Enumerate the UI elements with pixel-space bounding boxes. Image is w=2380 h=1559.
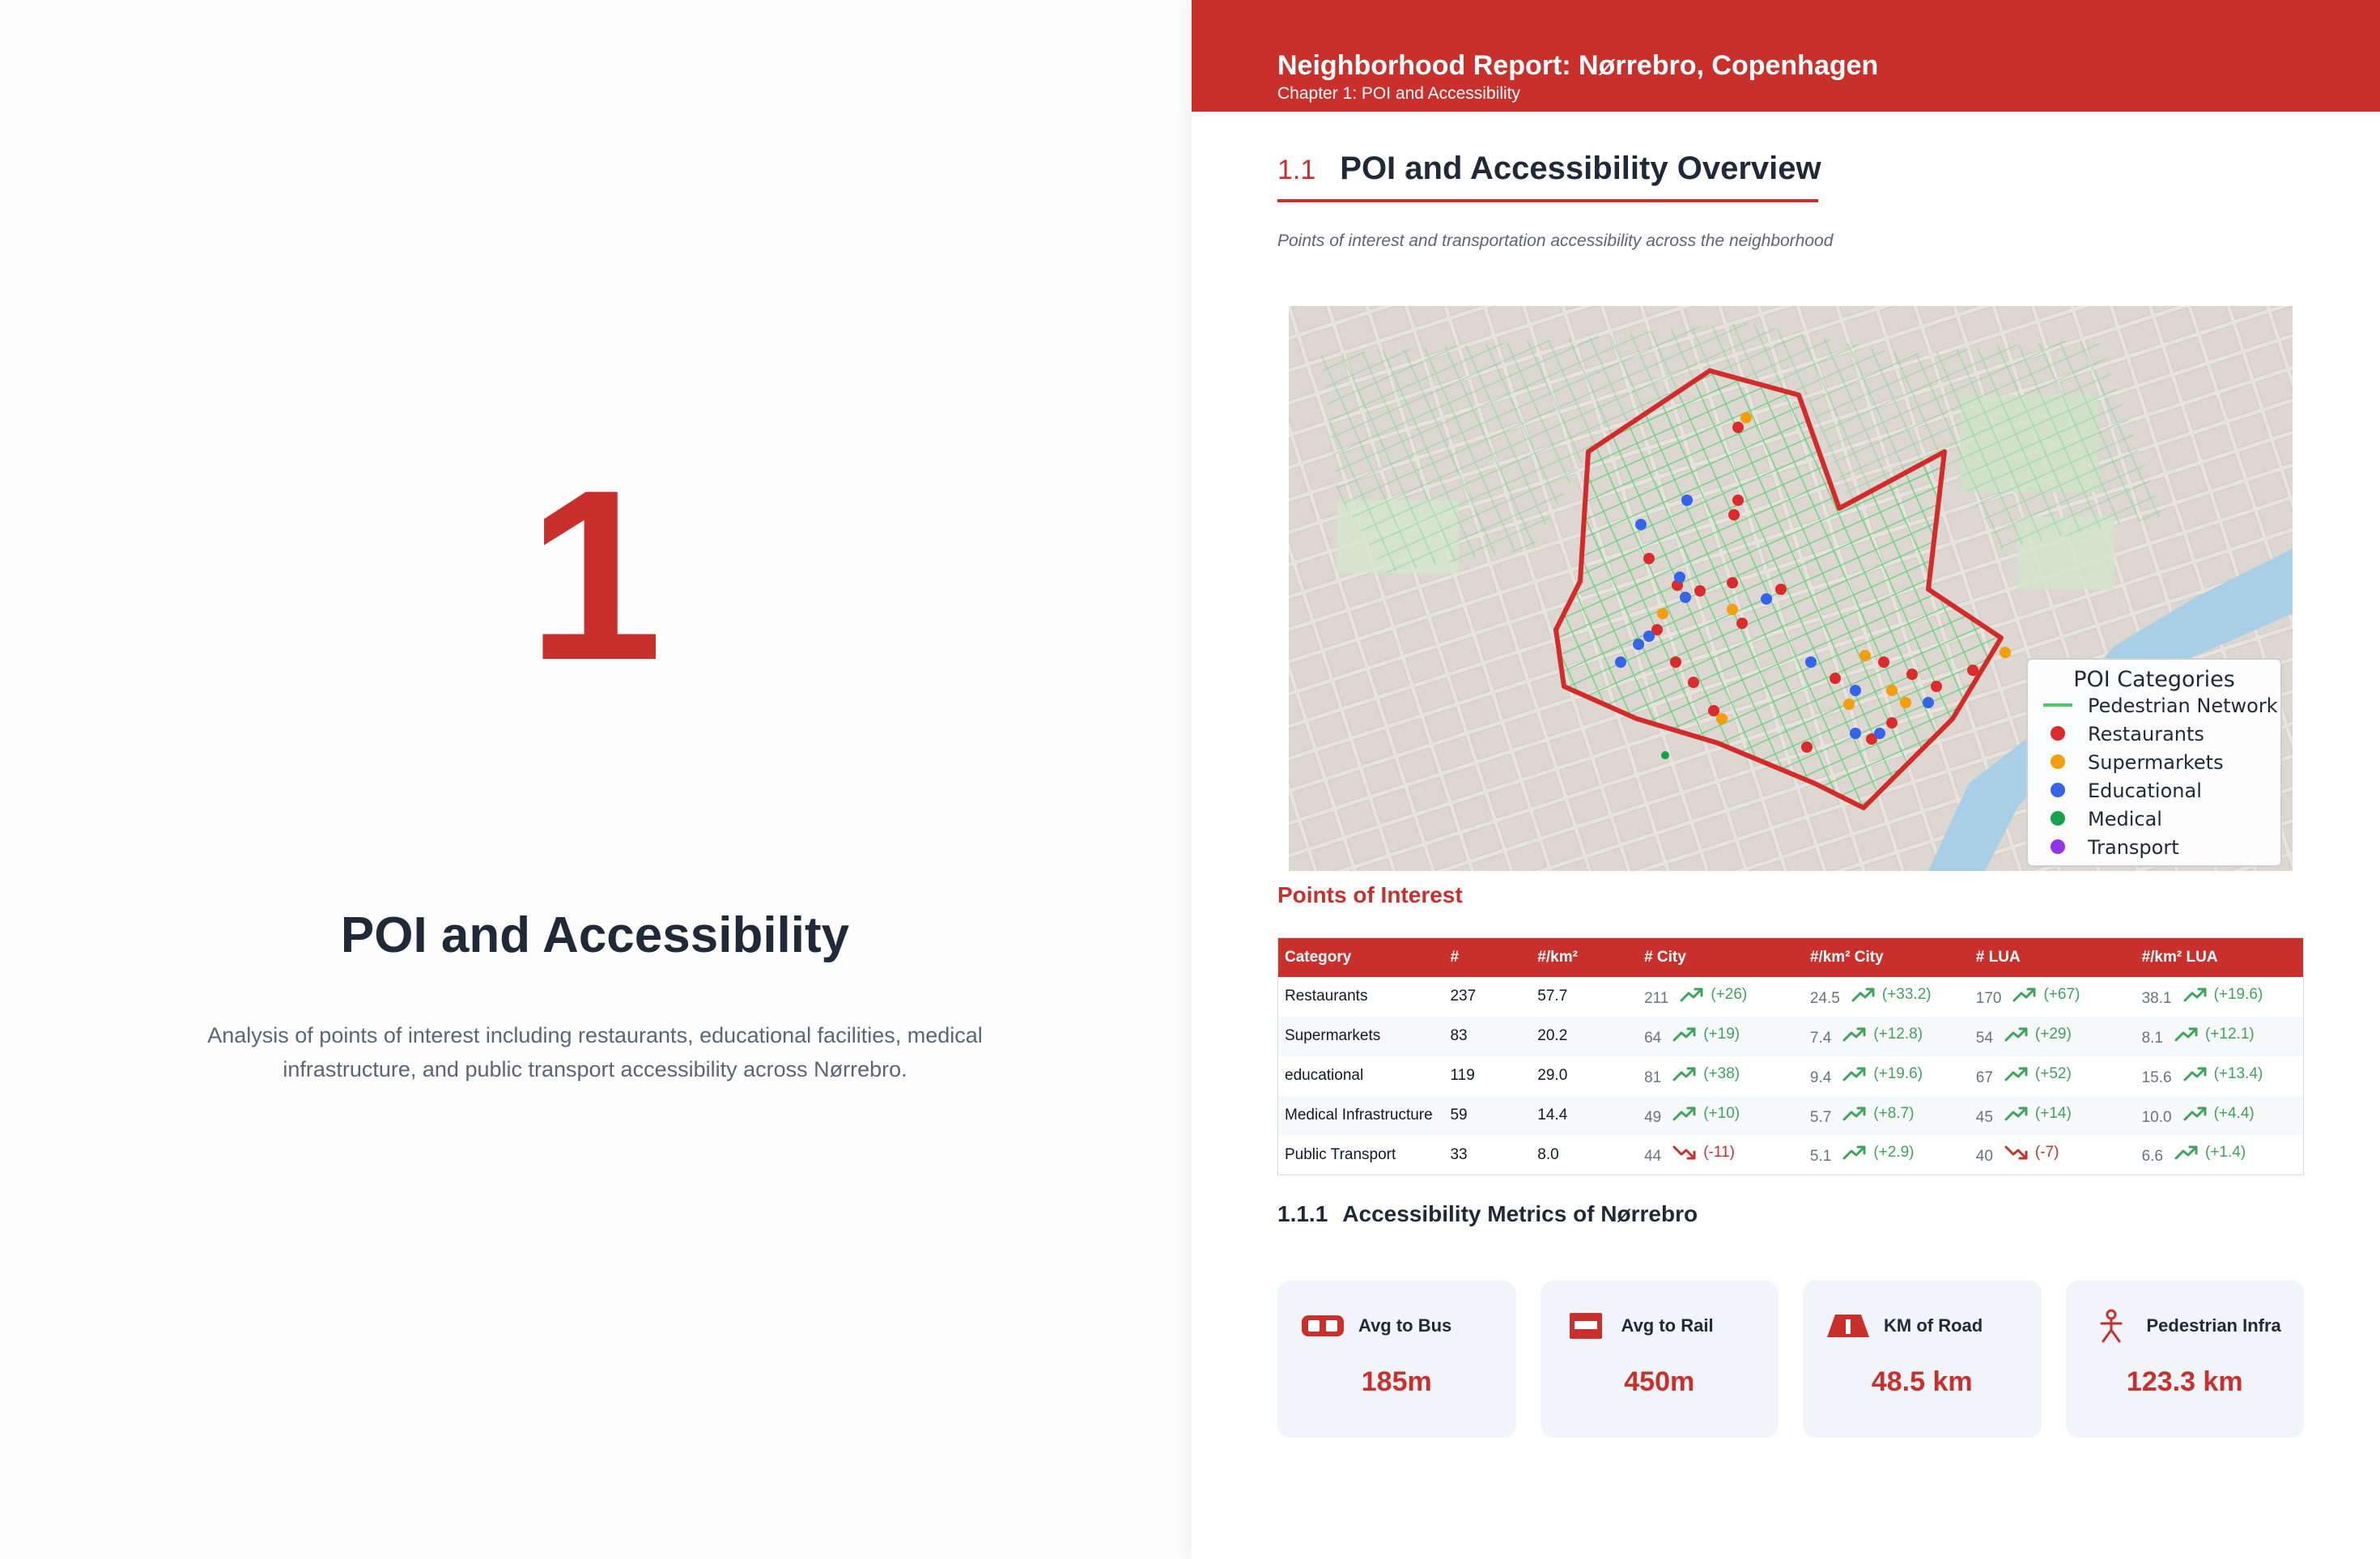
- delta-indicator: [1661, 1144, 1735, 1162]
- cell-value: 45: [1975, 1108, 1993, 1126]
- cell-value: 170: [1975, 989, 2002, 1007]
- column-header: # LUA: [1970, 938, 2136, 977]
- delta-indicator: [2172, 986, 2263, 1004]
- poi-supermarket: [1859, 650, 1871, 661]
- table-row: [1278, 1096, 2304, 1136]
- trend-up-icon: [1831, 1106, 1873, 1122]
- table-row: [1278, 1136, 2304, 1175]
- delta-text: (+12.1): [2205, 1025, 2255, 1043]
- delta-indicator: [1831, 1026, 1923, 1043]
- cell-density: 57.7: [1537, 988, 1568, 1005]
- poi-educational: [1633, 639, 1644, 650]
- cell-category: Supermarkets: [1278, 1017, 1444, 1056]
- metric-label: Avg to Bus: [1358, 1315, 1452, 1336]
- delta-text: (+19.6): [2213, 985, 2263, 1003]
- trend-up-icon: [1661, 1106, 1703, 1122]
- trend-up-icon: [2172, 987, 2214, 1003]
- road-icon: [1825, 1311, 1871, 1340]
- poi-restaurant: [1967, 665, 1978, 676]
- poi-educational: [1805, 656, 1817, 668]
- poi-educational: [1761, 593, 1772, 605]
- trend-up-icon: [1661, 1026, 1703, 1043]
- delta-text: (+52): [2034, 1064, 2072, 1082]
- delta-text: (+8.7): [1873, 1104, 1915, 1122]
- legend-label: Transport: [2088, 836, 2179, 859]
- cell-count: 59: [1443, 1096, 1531, 1136]
- metric-card-pedestrian: [2066, 1281, 2305, 1438]
- cell-value: 5.1: [1809, 1148, 1832, 1166]
- poi-supermarket: [1886, 685, 1898, 696]
- delta-indicator: [1661, 1105, 1740, 1123]
- cell-city: [1638, 977, 1804, 1017]
- metric-value: 450m: [1624, 1366, 1695, 1397]
- poi-supermarket: [1740, 412, 1752, 423]
- column-header: #: [1443, 938, 1531, 977]
- delta-text: (+2.9): [1873, 1144, 1915, 1162]
- cell-value: 54: [1975, 1029, 1993, 1047]
- cell-city-density: [1804, 1017, 1970, 1056]
- trend-down-icon: [1993, 1145, 2035, 1161]
- poi-educational: [1681, 495, 1693, 506]
- column-header: Category: [1278, 938, 1444, 977]
- delta-indicator: [1831, 1105, 1914, 1123]
- cell-density: 14.4: [1531, 1096, 1638, 1136]
- delta-text: (-7): [2034, 1144, 2059, 1162]
- cell-city: [1638, 1136, 1804, 1175]
- trend-up-icon: [2163, 1145, 2205, 1161]
- delta-text: (+33.2): [1881, 985, 1932, 1003]
- metric-label: KM of Road: [1884, 1315, 1983, 1336]
- poi-restaurant: [1732, 422, 1744, 433]
- metric-value: 185m: [1361, 1366, 1432, 1397]
- cell-value: 10.0: [2141, 1108, 2172, 1126]
- cell-value: 49: [1644, 1108, 1662, 1126]
- cell-city: [1638, 1056, 1804, 1096]
- cell-density: 20.2: [1531, 1017, 1638, 1056]
- trend-up-icon: [1993, 1066, 2035, 1082]
- legend-dot-transport: [2051, 839, 2065, 854]
- delta-indicator: [1661, 1026, 1740, 1043]
- delta-indicator: [2163, 1026, 2255, 1043]
- poi-educational: [1635, 519, 1647, 530]
- section-title: POI and Accessibility Overview: [1340, 151, 1821, 186]
- pedestrian-icon: [2089, 1311, 2134, 1340]
- legend-dot-medical: [2051, 811, 2065, 826]
- map-canvas: [1289, 306, 2293, 871]
- delta-indicator: [1840, 986, 1932, 1004]
- trend-up-icon: [1661, 1066, 1703, 1082]
- poi-supermarket: [1900, 697, 1911, 708]
- delta-text: (+19.6): [1873, 1064, 1923, 1082]
- delta-text: (+13.4): [2213, 1064, 2263, 1082]
- delta-text: (+14): [2034, 1104, 2072, 1122]
- trend-up-icon: [1993, 1106, 2035, 1122]
- section-underline: [1277, 199, 1818, 202]
- poi-educational: [1674, 571, 1685, 583]
- delta-indicator: [1661, 1065, 1740, 1083]
- cell-city: [1638, 1017, 1804, 1056]
- column-header: #/km² LUA: [2136, 938, 2304, 977]
- cell-value: 15.6: [2141, 1068, 2172, 1086]
- cell-lua-density: [2136, 977, 2304, 1017]
- delta-text: (+12.8): [1873, 1025, 1923, 1043]
- trend-up-icon: [2172, 1106, 2214, 1122]
- trend-up-icon: [1831, 1066, 1873, 1082]
- cell-lua: [1970, 1056, 2136, 1096]
- poi-restaurant: [1688, 677, 1699, 688]
- table-heading: Points of Interest: [1277, 882, 1463, 907]
- poi-restaurant: [1906, 669, 1918, 680]
- poi-restaurant: [1732, 495, 1744, 506]
- column-header: # City: [1638, 938, 1804, 977]
- report-title: Neighborhood Report: Nørrebro, Copenhagen: [1277, 50, 1879, 81]
- cell-value: 7.4: [1809, 1029, 1832, 1047]
- cell-city: [1638, 1096, 1804, 1136]
- cell-value: 81: [1644, 1068, 1662, 1086]
- metric-label: Pedestrian Infra: [2146, 1315, 2281, 1336]
- cell-value: 8.1: [2141, 1029, 2163, 1047]
- delta-indicator: [1668, 986, 1747, 1004]
- legend-label: Pedestrian Network: [2088, 695, 2278, 717]
- train-icon: [1563, 1311, 1609, 1340]
- poi-restaurant: [1708, 705, 1719, 716]
- cell-lua: [1970, 1096, 2136, 1136]
- chapter-title: POI and Accessibility: [340, 907, 850, 963]
- trend-up-icon: [2163, 1026, 2205, 1043]
- legend-label: Supermarkets: [2088, 751, 2224, 774]
- cell-value: 40: [1975, 1148, 1993, 1166]
- delta-indicator: [2172, 1105, 2255, 1123]
- column-header: #/km²: [1531, 938, 1638, 977]
- poi-restaurant: [1643, 553, 1655, 564]
- delta-indicator: [1831, 1065, 1923, 1083]
- poi-educational: [1680, 592, 1691, 603]
- cell-lua-density: [2136, 1136, 2304, 1175]
- delta-text: (+10): [1703, 1104, 1740, 1122]
- cell-count: 83: [1443, 1017, 1531, 1056]
- poi-restaurant: [1878, 656, 1889, 668]
- report-page: [1192, 0, 2380, 1559]
- bus-icon: [1300, 1311, 1345, 1340]
- chapter-subtitle: Chapter 1: POI and Accessibility: [1277, 84, 1520, 103]
- poi-supermarket: [1657, 608, 1668, 619]
- trend-up-icon: [1831, 1026, 1873, 1043]
- table-header-row: [1278, 938, 2304, 977]
- cell-category: Medical Infrastructure: [1278, 1096, 1444, 1136]
- cell-lua: [1970, 977, 2136, 1017]
- trend-up-icon: [1840, 987, 1882, 1003]
- poi-educational: [1850, 685, 1861, 696]
- poi-educational: [1874, 728, 1885, 739]
- cell-value: 6.6: [2141, 1148, 2163, 1166]
- cell-category: educational: [1285, 1067, 1364, 1084]
- metrics-number: 1.1.1: [1277, 1201, 1328, 1226]
- poi-restaurant: [1830, 673, 1841, 684]
- delta-text: (+67): [2043, 985, 2080, 1003]
- cell-lua: [1970, 1136, 2136, 1175]
- cell-count: 237: [1450, 988, 1477, 1005]
- cell-category: Public Transport: [1285, 1145, 1396, 1163]
- poi-restaurant: [1886, 717, 1898, 729]
- poi-restaurant: [1728, 509, 1740, 520]
- cell-value: 44: [1644, 1148, 1662, 1166]
- delta-indicator: [1993, 1026, 2072, 1043]
- table-row: [1278, 977, 2304, 1017]
- cell-value: 64: [1644, 1029, 1662, 1047]
- cell-value: 5.7: [1809, 1108, 1832, 1126]
- poi-table: [1277, 937, 2304, 1175]
- trend-up-icon: [2001, 987, 2043, 1003]
- cell-count: 33: [1450, 1145, 1468, 1163]
- cell-city-density: [1804, 977, 1970, 1017]
- poi-supermarket: [1727, 604, 1738, 615]
- legend-dot-restaurants: [2051, 726, 2065, 741]
- poi-educational: [1643, 631, 1655, 642]
- poi-restaurant: [1931, 681, 1942, 692]
- delta-indicator: [2163, 1144, 2246, 1162]
- poi-supermarket: [1716, 713, 1728, 724]
- cell-category: Restaurants: [1285, 988, 1368, 1005]
- metric-label: Avg to Rail: [1621, 1315, 1714, 1336]
- poi-educational: [1850, 728, 1861, 739]
- poi-restaurant: [1670, 656, 1681, 668]
- delta-text: (+29): [2034, 1025, 2072, 1043]
- poi-restaurant: [1775, 584, 1787, 595]
- delta-indicator: [1993, 1105, 2072, 1123]
- delta-indicator: [1993, 1065, 2072, 1083]
- delta-indicator: [2172, 1065, 2263, 1083]
- poi-supermarket: [1843, 699, 1855, 710]
- poi-map: [1289, 306, 2293, 871]
- cell-value: 24.5: [1809, 989, 1840, 1007]
- delta-text: (-11): [1703, 1144, 1735, 1162]
- legend-title: POI Categories: [2073, 667, 2235, 692]
- cell-lua: [1970, 1017, 2136, 1056]
- trend-up-icon: [1993, 1026, 2035, 1043]
- chapter-description: Analysis of points of interest including restaurants, educational facilities, medical infrastructure, and public transport accessibility across Nørrebro.: [207, 1023, 983, 1081]
- metric-value: 48.5 km: [1871, 1366, 1973, 1397]
- table-row: [1278, 1017, 2304, 1056]
- poi-medical: [1661, 751, 1669, 759]
- section-caption: Points of interest and transportation accessibility across the neighborhood: [1277, 232, 1834, 250]
- chapter-number: 1: [527, 439, 663, 711]
- cell-density: 8.0: [1537, 1145, 1559, 1163]
- metric-card-bus: [1277, 1281, 1516, 1438]
- delta-indicator: [2001, 986, 2080, 1004]
- trend-up-icon: [1668, 987, 1711, 1003]
- legend-dot-supermarkets: [2051, 754, 2065, 769]
- page-header: [1192, 0, 2380, 112]
- cell-density: 29.0: [1537, 1067, 1568, 1084]
- cell-value: 38.1: [2141, 989, 2172, 1007]
- cell-count: 119: [1450, 1067, 1475, 1084]
- cell-city-density: [1804, 1136, 1970, 1175]
- map-legend: [2027, 659, 2281, 866]
- poi-supermarket: [2000, 647, 2011, 658]
- metrics-title: Accessibility Metrics of Nørrebro: [1342, 1201, 1698, 1226]
- trend-up-icon: [1831, 1145, 1873, 1161]
- cell-value: 211: [1644, 989, 1669, 1007]
- metric-card-rail: [1541, 1281, 1779, 1438]
- cell-city-density: [1804, 1056, 1970, 1096]
- metric-card-road: [1803, 1281, 2042, 1438]
- poi-educational: [1923, 697, 1934, 708]
- legend-label: Restaurants: [2088, 723, 2204, 746]
- cell-lua-density: [2136, 1096, 2304, 1136]
- legend-dot-educational: [2051, 783, 2065, 797]
- poi-restaurant: [1801, 741, 1813, 753]
- cell-city-density: [1804, 1096, 1970, 1136]
- poi-educational: [1615, 656, 1626, 668]
- metric-cards: [1277, 1281, 2304, 1438]
- section-heading: [1277, 151, 1821, 187]
- cell-value: 9.4: [1809, 1068, 1832, 1086]
- delta-indicator: [1993, 1144, 2059, 1162]
- metric-value: 123.3 km: [2126, 1366, 2243, 1397]
- column-header: #/km² City: [1804, 938, 1970, 977]
- metrics-heading: [1277, 1201, 1698, 1227]
- delta-text: (+4.4): [2213, 1104, 2255, 1122]
- delta-indicator: [1831, 1144, 1914, 1162]
- legend-label: Medical: [2088, 808, 2162, 830]
- delta-text: (+26): [1711, 985, 1748, 1003]
- poi-restaurant: [1736, 618, 1748, 629]
- trend-down-icon: [1661, 1145, 1703, 1161]
- poi-restaurant: [1694, 585, 1706, 597]
- cell-lua-density: [2136, 1017, 2304, 1056]
- poi-restaurant: [1727, 577, 1738, 588]
- delta-text: (+19): [1703, 1025, 1740, 1043]
- legend-label: Educational: [2088, 780, 2202, 802]
- section-number: 1.1: [1277, 155, 1316, 185]
- cell-lua-density: [2136, 1056, 2304, 1096]
- delta-text: (+1.4): [2205, 1144, 2246, 1162]
- delta-text: (+38): [1703, 1064, 1740, 1082]
- cell-value: 67: [1975, 1068, 1993, 1086]
- trend-up-icon: [2172, 1066, 2214, 1082]
- table-row: [1278, 1056, 2304, 1096]
